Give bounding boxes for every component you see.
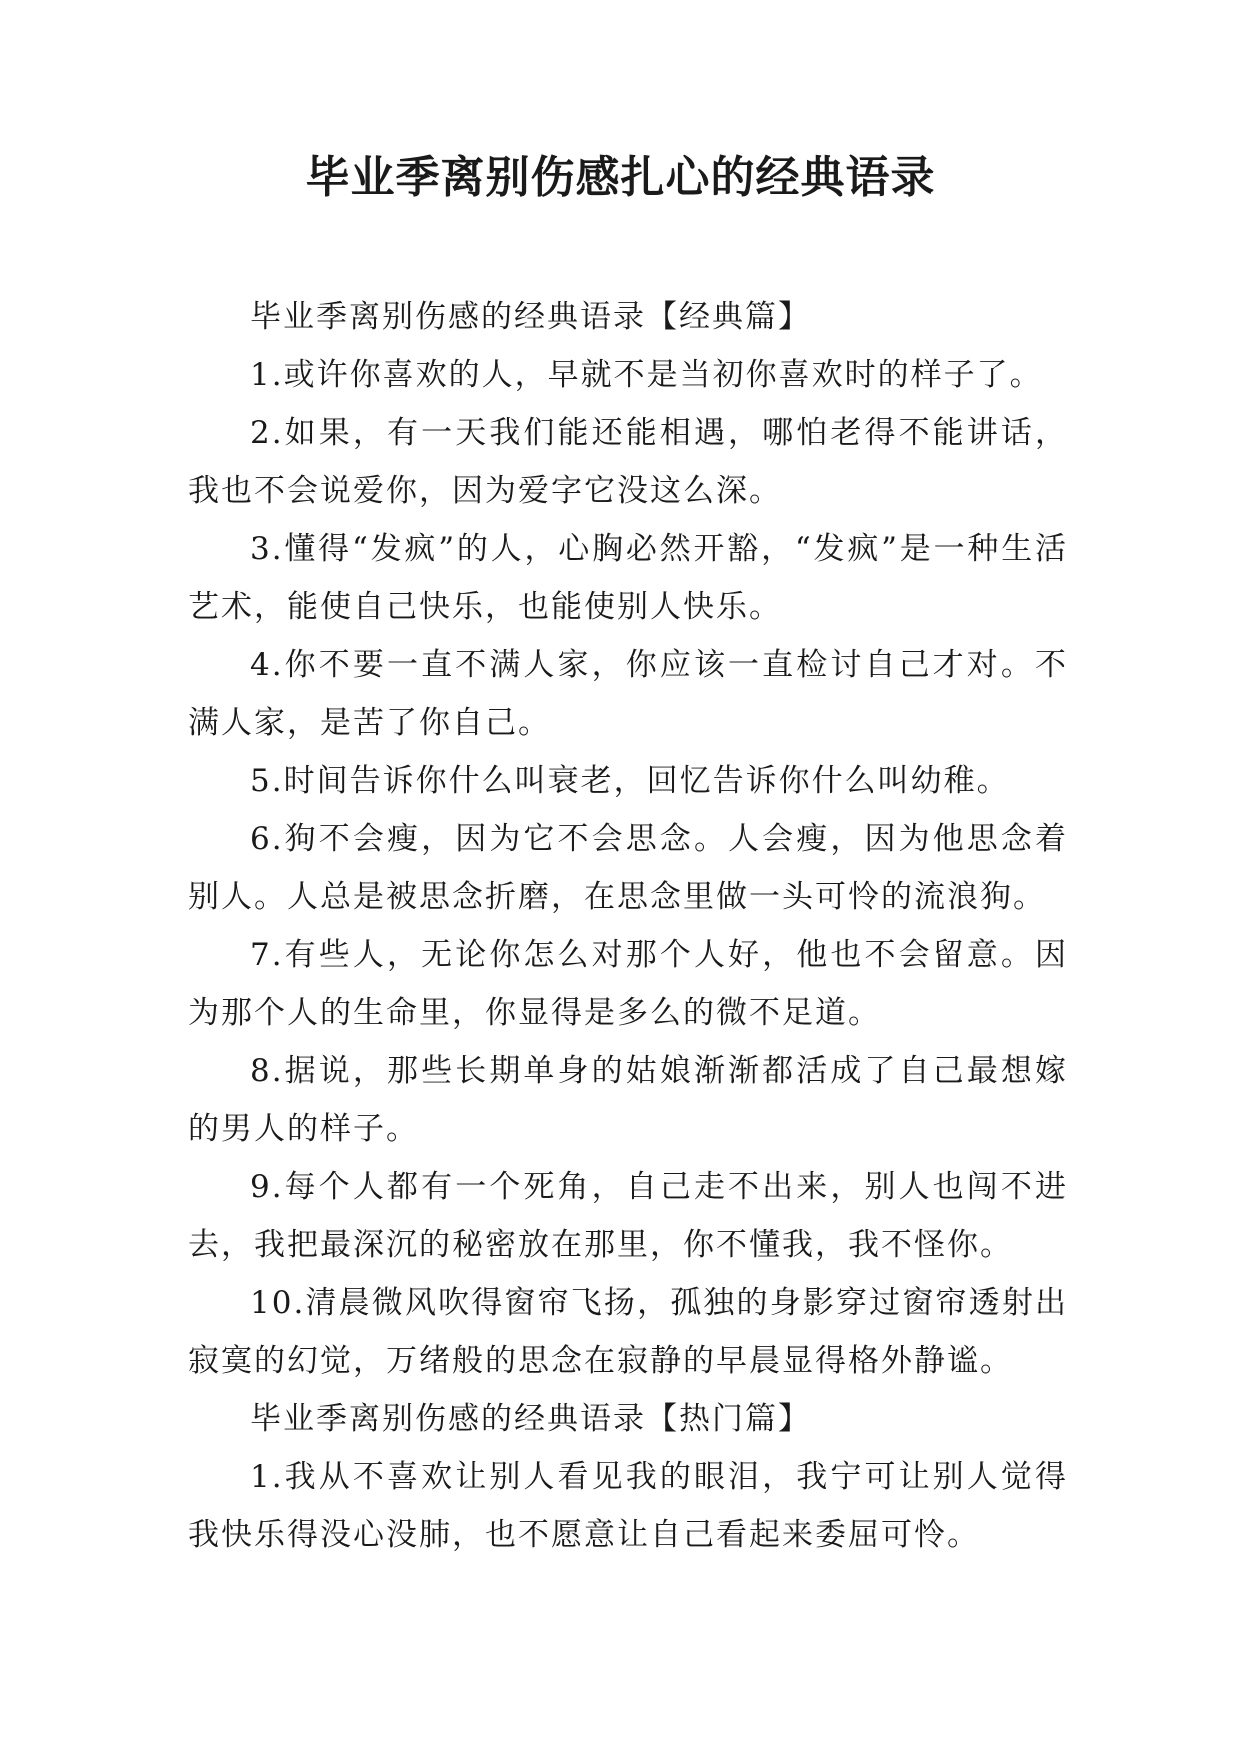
- quote-paragraph: 6.狗不会瘦，因为它不会思念。人会瘦，因为他思念着别人。人总是被思念折磨，在思念里做一头可怜的流浪狗。: [188, 821, 1068, 915]
- quote-paragraph: 7.有些人，无论你怎么对那个人好，他也不会留意。因为那个人的生命里，你显得是多么的微不足道。: [188, 937, 1068, 1031]
- quote-paragraph: 3.懂得“发疯”的人，心胸必然开豁，“发疯”是一种生活艺术，能使自己快乐，也能使别人快乐。: [188, 531, 1068, 625]
- document-title: 毕业季离别伤感扎心的经典语录: [305, 152, 936, 203]
- quote-paragraph: 9.每个人都有一个死角，自己走不出来，别人也闯不进去，我把最深沉的秘密放在那里，你不懂我，我不怪你。: [188, 1169, 1068, 1263]
- quote-paragraph: 5.时间告诉你什么叫衰老，回忆告诉你什么叫幼稚。: [250, 763, 1010, 799]
- quote-paragraph: 2.如果，有一天我们能还能相遇，哪怕老得不能讲话，我也不会说爱你，因为爱字它没这么深。: [188, 415, 1068, 509]
- quote-paragraph: 4.你不要一直不满人家，你应该一直检讨自己才对。不满人家，是苦了你自己。: [188, 647, 1068, 741]
- quote-paragraph: 10.清晨微风吹得窗帘飞扬，孤独的身影穿过窗帘透射出寂寞的幻觉，万绪般的思念在寂静的早晨显得格外静谧。: [188, 1285, 1068, 1379]
- quote-paragraph: 1.或许你喜欢的人，早就不是当初你喜欢时的样子了。: [250, 357, 1043, 393]
- section-heading-popular: 毕业季离别伤感的经典语录【热门篇】: [250, 1401, 811, 1437]
- section-heading-classic: 毕业季离别伤感的经典语录【经典篇】: [250, 299, 811, 335]
- quote-paragraph: 1.我从不喜欢让别人看见我的眼泪，我宁可让别人觉得我快乐得没心没肺，也不愿意让自己看起来委屈可怜。: [188, 1459, 1068, 1553]
- document-body: [188, 288, 1068, 1564]
- quote-paragraph: 8.据说，那些长期单身的姑娘渐渐都活成了自己最想嫁的男人的样子。: [188, 1053, 1068, 1147]
